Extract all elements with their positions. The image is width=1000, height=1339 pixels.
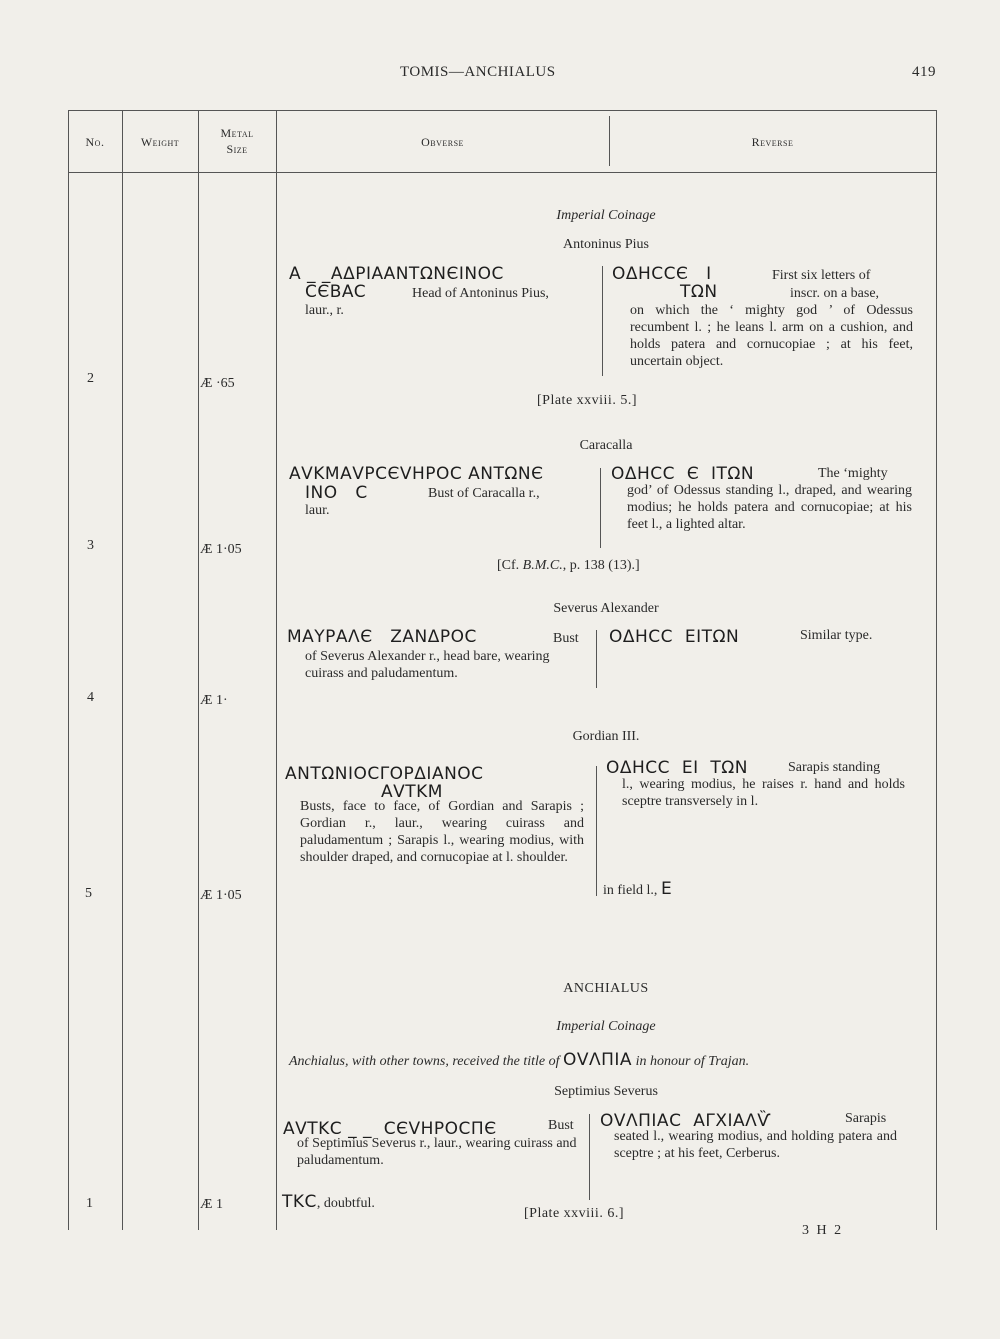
obverse-description: of Severus Alexander r., head bare, wearing cuirass and paludamentum.	[305, 649, 550, 681]
entry-number: 5	[85, 886, 92, 901]
col-header-weight: Weight	[140, 135, 180, 149]
ruler-heading: Gordian III.	[572, 729, 640, 744]
col-header-obverse: Obverse	[421, 135, 464, 149]
section-imperial-coinage: Imperial Coinage	[556, 208, 656, 223]
reverse-description: l., wearing modius, he raises r. hand and holds sceptre transversely in l.	[622, 777, 905, 809]
obverse-description: Bust	[548, 1118, 574, 1133]
obverse-reverse-divider	[600, 468, 601, 548]
reverse-legend: ΟΔΗCC Є ΙΤΩΝ	[611, 464, 755, 484]
field-letter-note: in field l., Ε	[603, 879, 673, 899]
obverse-reverse-divider	[596, 766, 597, 896]
obverse-reverse-divider	[589, 1114, 590, 1200]
obverse-reverse-divider	[602, 266, 603, 376]
title-note: Anchialus, with other towns, received the title of ΟVΛΠΙΑ in honour of Trajan.	[289, 1050, 750, 1070]
col-header-metal: Metal	[220, 126, 254, 140]
col-rule-weight	[198, 110, 199, 1230]
reverse-legend: ΟΔΗCCЄ Ι	[612, 264, 712, 284]
running-head: TOMIS—ANCHIALUS	[400, 64, 556, 80]
obverse-description: Busts, face to face, of Gordian and Sarapis ; Gordian r., laur., wearing cuirass and paludamentum ; Sarapis l., wearing modius, with shoulder draped, and cornucopiae at l. shoulder.	[300, 799, 584, 865]
obverse-description: Bust of Caracalla r.,	[428, 486, 540, 501]
table-right-rule	[936, 110, 937, 1230]
section-imperial-coinage: Imperial Coinage	[556, 1019, 656, 1034]
page-number: 419	[912, 64, 936, 80]
entry-number: 1	[86, 1196, 93, 1211]
obverse-legend: ΑVΤΚC _ _ CЄVΗΡΟCΠЄ	[283, 1119, 497, 1139]
reverse-legend: ΤΩΝ	[680, 282, 718, 302]
obverse-description: of Septimius Severus r., laur., wearing cuirass and paludamentum.	[297, 1136, 577, 1168]
ruler-heading: Septimius Severus	[554, 1084, 658, 1099]
plate-reference: [Plate xxviii. 5.]	[537, 393, 637, 408]
metal-size: Æ 1·05	[200, 542, 242, 557]
col-header-no: No.	[85, 135, 105, 149]
obverse-description: Bust	[553, 631, 579, 646]
reverse-legend: ΟVΛΠΙΑC ΑΓΧΙΑΛѶ	[600, 1111, 772, 1131]
reverse-description: god’ of Odessus standing l., draped, and wearing modius; he holds patera and cornucopiae; at his feet l., a lighted altar.	[627, 483, 912, 532]
obverse-legend: CЄBAC	[305, 282, 367, 302]
col-rule-metal	[276, 110, 277, 1230]
col-header-reverse: Reverse	[751, 135, 794, 149]
metal-size: Æ 1·05	[200, 888, 242, 903]
entry-number: 3	[87, 538, 94, 553]
printer-signature: 3 H 2	[802, 1223, 844, 1238]
metal-size: Æ ·65	[200, 376, 235, 391]
reverse-legend: ΟΔΗCC ΕΙΤΩΝ	[609, 627, 740, 647]
obverse-description: Head of Antoninus Pius,	[412, 286, 549, 301]
reverse-description: First six letters of	[772, 268, 871, 283]
obverse-description: laur., r.	[305, 303, 344, 318]
obverse-legend: ΑVΤΚΜ	[381, 782, 443, 802]
doubtful-variant: ΤΚC, doubtful.	[282, 1192, 375, 1212]
reverse-description: Similar type.	[800, 628, 873, 643]
plate-reference: [Plate xxviii. 6.]	[524, 1206, 624, 1221]
metal-size: Æ 1	[200, 1197, 223, 1212]
reverse-description: Sarapis	[845, 1111, 887, 1126]
obverse-legend: ΑΝΤΩΝΙΟCΓΟΡΔΙΑΝΟC	[285, 764, 484, 784]
col-header-size: Size	[226, 142, 248, 156]
reverse-description: The ‘mighty	[818, 466, 888, 481]
reverse-description: on which the ‘ mighty god ’ of Odessus recumbent l. ; he leans l. arm on a cushion, and holds patera and cornucopiae ; at his feet, uncertain object.	[630, 303, 913, 369]
catalogue-reference: [Cf. B.M.C., p. 138 (13).]	[497, 558, 640, 573]
reverse-description: inscr. on a base,	[790, 286, 880, 301]
reverse-description: Sarapis standing	[788, 760, 881, 775]
obverse-description: laur.	[305, 503, 330, 518]
table-left-rule	[68, 110, 69, 1230]
obverse-legend: Α _ _ΑΔΡΙΑΑΝΤΩΝЄΙΝΟC	[289, 264, 504, 284]
col-rule-no	[122, 110, 123, 1230]
metal-size: Æ 1·	[200, 693, 228, 708]
obverse-reverse-divider	[596, 630, 597, 688]
entry-number: 4	[87, 690, 94, 705]
obverse-legend: ΑVΚΜΑVΡCЄVΗΡΟC ΑΝΤΩΝЄ	[289, 464, 544, 484]
ruler-heading: Caracalla	[579, 438, 633, 453]
mint-heading: ANCHIALUS	[563, 981, 649, 996]
ruler-heading: Severus Alexander	[553, 601, 659, 616]
entry-number: 2	[87, 371, 94, 386]
obverse-legend: ΜΑΥΡΑΛЄ ΖΑΝΔΡΟC	[287, 627, 477, 647]
obverse-legend: ΙΝΟ C	[305, 483, 368, 503]
ruler-heading: Antoninus Pius	[563, 237, 649, 252]
reverse-legend: ΟΔΗCC ΕΙ ΤΩΝ	[606, 758, 748, 778]
reverse-description: seated l., wearing modius, and holding patera and sceptre ; at his feet, Cerberus.	[614, 1129, 897, 1161]
